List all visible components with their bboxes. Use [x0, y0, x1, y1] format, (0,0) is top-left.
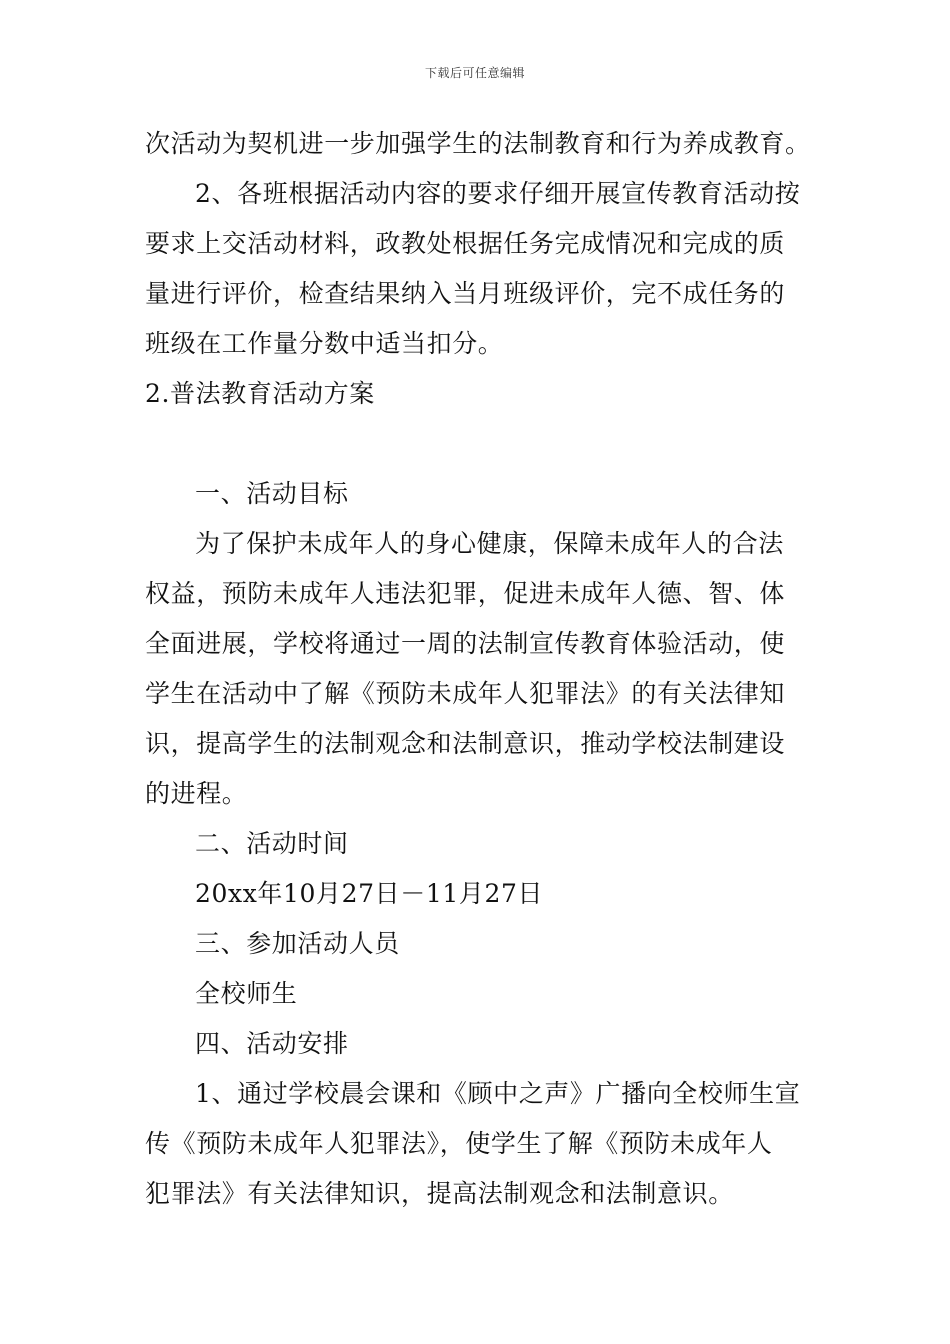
paragraph-line: 次活动为契机进一步加强学生的法制教育和行为养成教育。	[145, 129, 811, 158]
section-title: 2.普法教育活动方案	[145, 379, 375, 408]
paragraph-line: 识，提高学生的法制观念和法制意识，推动学校法制建设	[145, 729, 786, 758]
activity-date-range: 20xx年10月27日－11月27日	[195, 879, 544, 908]
paragraph-line: 学生在活动中了解《预防未成年人犯罪法》的有关法律知	[145, 679, 786, 708]
paragraph-line: 传《预防未成年人犯罪法》，使学生了解《预防未成年人	[145, 1129, 773, 1158]
document-body	[145, 119, 810, 1219]
paragraph-line: 2、各班根据活动内容的要求仔细开展宣传教育活动按	[195, 179, 801, 208]
paragraph-line: 权益，预防未成年人违法犯罪，促进未成年人德、智、体	[145, 579, 786, 608]
paragraph-line: 的进程。	[145, 779, 248, 808]
heading-activity-goal: 一、活动目标	[195, 479, 349, 508]
participants-text: 全校师生	[195, 979, 298, 1008]
heading-activity-time: 二、活动时间	[195, 829, 349, 858]
heading-participants: 三、参加活动人员	[195, 929, 400, 958]
blank-line	[145, 419, 810, 469]
paragraph-line: 要求上交活动材料，政教处根据任务完成情况和完成的质	[145, 229, 786, 258]
paragraph-line: 量进行评价，检查结果纳入当月班级评价，完不成任务的	[145, 279, 786, 308]
paragraph-line: 全面进展，学校将通过一周的法制宣传教育体验活动，使	[145, 629, 786, 658]
heading-activity-arrangement: 四、活动安排	[195, 1029, 349, 1058]
paragraph-line: 为了保护未成年人的身心健康，保障未成年人的合法	[195, 529, 784, 558]
page-header-note: 下载后可任意编辑	[424, 66, 525, 80]
paragraph-line: 班级在工作量分数中适当扣分。	[145, 329, 504, 358]
paragraph-line: 犯罪法》有关法律知识，提高法制观念和法制意识。	[145, 1179, 734, 1208]
paragraph-line: 1、通过学校晨会课和《顾中之声》广播向全校师生宣	[195, 1079, 801, 1108]
